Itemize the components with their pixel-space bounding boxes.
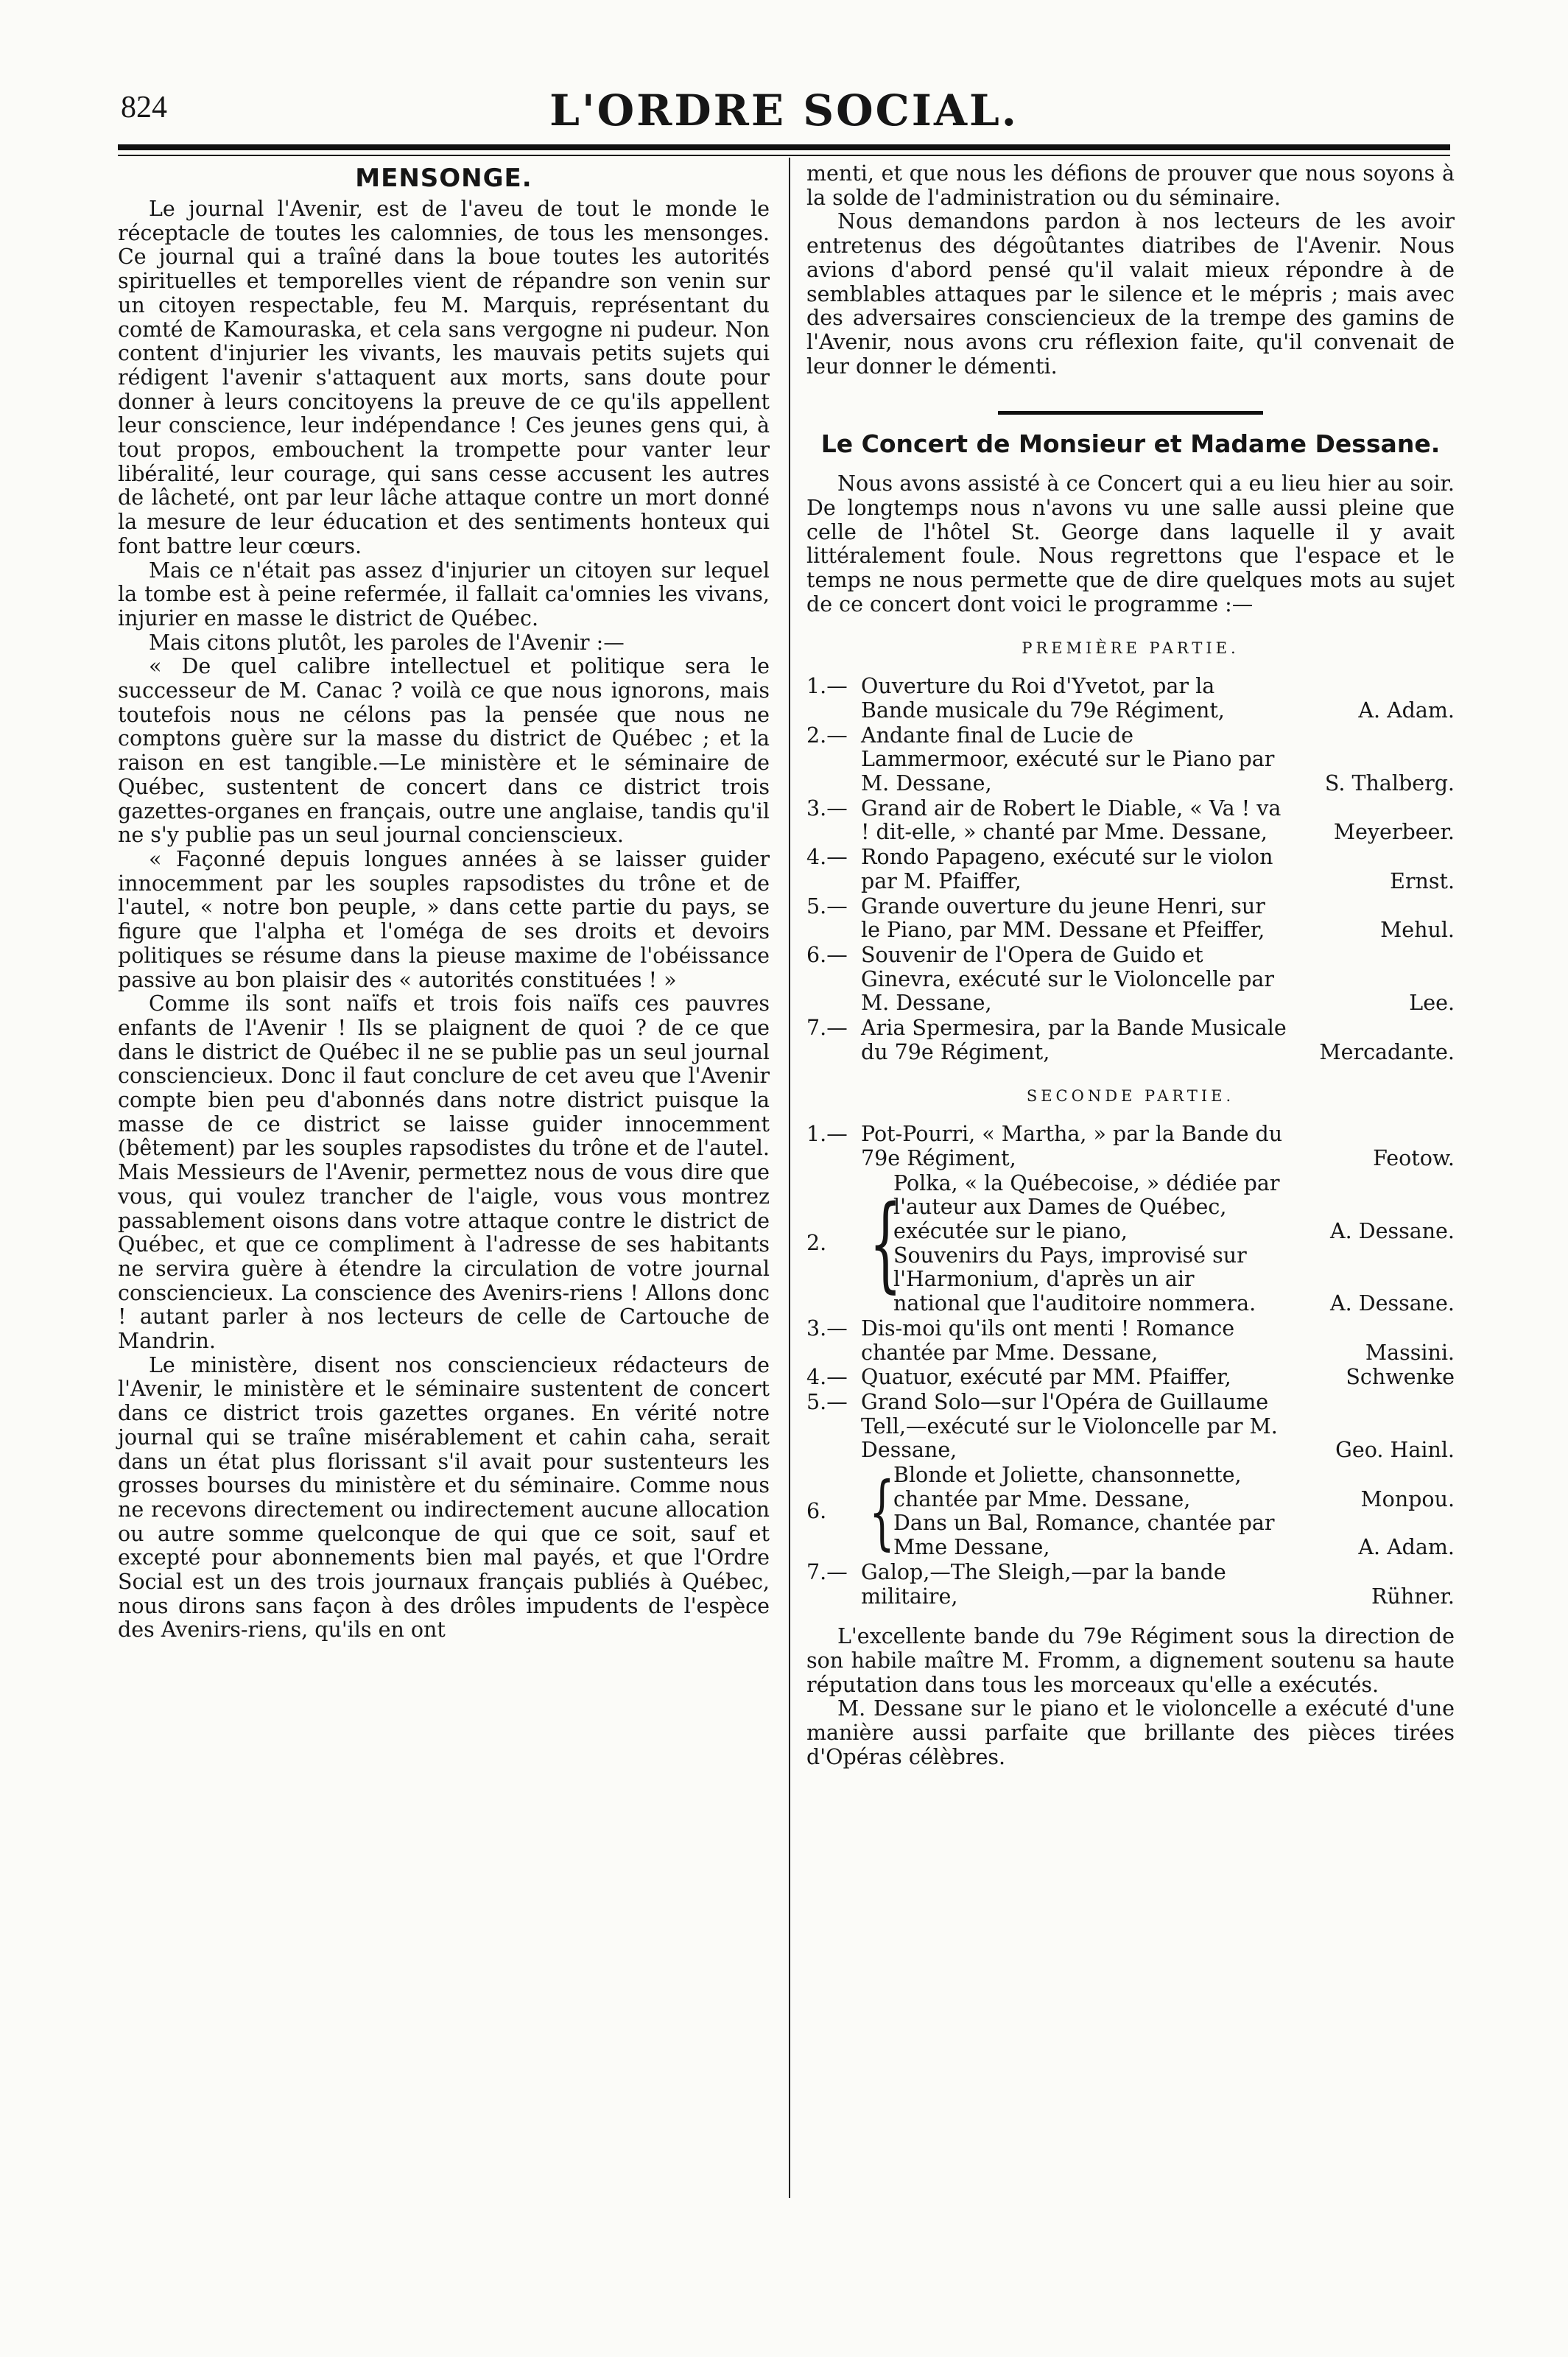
program-item-number: 6.— — [806, 942, 848, 967]
program-item-number: 1.— — [806, 674, 848, 699]
program-item — [806, 1366, 1455, 1390]
program-item-number: 2. — [806, 1231, 827, 1256]
program-item-number: 4.— — [806, 845, 848, 870]
program-item-number: 5.— — [806, 893, 848, 918]
article-title-concert: Le Concert de Monsieur et Madame Dessane. — [820, 429, 1441, 459]
program-part-one-heading: PREMIÈRE PARTIE. — [1022, 639, 1240, 657]
program-item-composer: Geo. Hainl. — [1335, 1438, 1455, 1463]
program-item-description: Blonde et Joliette, chansonnette, chantée par Mme. Dessane, — [893, 1463, 1242, 1511]
program-item-number: 7.— — [806, 1016, 848, 1041]
paragraph: Nous avons assisté à ce Concert qui a eu lieu hier au soir. De longtemps nous n'avons vu une salle aussi pleine que celle de l'hôtel St. George dans laquelle il y avait littéralement foule. Nous regrettons que l'espace et le temps ne nous permette que de dire quelques mots au sujet de ce concert dont voici le programme :— — [806, 471, 1455, 617]
program-item-description: Polka, « la Québecoise, » dédiée par l'auteur aux Dames de Québec, exécutée sur le piano, — [893, 1170, 1280, 1244]
program-item-description: Pot-Pourri, « Martha, » par la Bande du 79e Régiment, — [861, 1122, 1283, 1170]
paragraph: Nous demandons pardon à nos lecteurs de les avoir entretenus des dégoûtantes diatribes de l'Avenir. Nous avions d'abord pensé qu'il valait mieux répondre à de semblables attaques par le silence et le mépris ; mais avec des adversaires consciencieux de la trempe des gamins de l'Avenir, nous avons cru réflexion faite, qu'il convenait de leur donner le démenti. — [806, 209, 1455, 379]
article-title-mensonge: MENSONGE. — [355, 164, 532, 193]
brace-glyph: { — [869, 1183, 902, 1304]
program-item — [806, 1561, 1455, 1609]
quote-paragraph: « De quel calibre intellectuel et politique sera le successeur de M. Canac ? voilà ce que nous ignorons, mais toutefois nous ne célons pas la pensée que nous ne comptons guère sur la masse du district de Québec ; et la raison en est tangible.—Le ministère et le séminaire de Québec, sustentent de concert dans ce district trois gazettes-organes en français, outre une anglaise, tandis qu'il ne s'y publie pas un seul journal concienscieux. — [118, 654, 770, 848]
header-rule-light — [118, 155, 1450, 156]
program-item-composer: Monpou. — [1360, 1486, 1455, 1511]
program-item-composer: Mercadante. — [1319, 1039, 1455, 1064]
page-number: 824 — [121, 91, 167, 124]
column-separator — [789, 158, 790, 2198]
program-item-number: 3.— — [806, 795, 848, 821]
program-item — [806, 1317, 1455, 1365]
program-item-composer: A. Adam. — [1358, 1535, 1455, 1560]
paragraph: L'excellente bande du 79e Régiment sous la direction de son habile maître M. Fromm, a dignement soutenu sa haute réputation dans tous les morceaux qu'elle a exécutés. — [806, 1624, 1455, 1697]
program-subitems — [893, 1172, 1455, 1316]
program-item-number: 7.— — [806, 1559, 848, 1584]
program-item-description: Grand air de Robert le Diable, « Va ! va ! dit-elle, » chanté par Mme. Dessane, — [861, 795, 1282, 845]
program-item — [806, 846, 1455, 893]
program-item-composer: Massini. — [1365, 1340, 1455, 1365]
program-item-description: Souvenir de l'Opera de Guido et Ginevra, exécuté sur le Violoncelle par M. Dessane, — [861, 942, 1274, 1016]
program-item-description: Rondo Papageno, exécuté sur le violon par M. Pfaiffer, — [861, 845, 1273, 893]
program-item-description: Souvenirs du Pays, improvisé sur l'Harmonium, d'après un air national que l'auditoire nommera. — [893, 1243, 1256, 1316]
program-item-composer: Schwenke — [1346, 1365, 1455, 1390]
program-item-composer: A. Dessane. — [1330, 1219, 1455, 1244]
program-item-number: 1.— — [806, 1122, 848, 1147]
paragraph: M. Dessane sur le piano et le violoncelle a exécuté d'une manière aussi parfaite que brillante des pièces tirées d'Opéras célèbres. — [806, 1696, 1455, 1769]
program-item — [806, 1123, 1455, 1170]
program-subitem — [893, 1464, 1455, 1511]
paragraph: Comme ils sont naïfs et trois fois naïfs ces pauvres enfants de l'Avenir ! Ils se plaignent de quoi ? de ce que dans le district de Québec il ne se publie pas un seul journal consciencieux. Donc il faut conclure de cet aveu que l'Avenir compte bien peu d'abonnés dans notre district puisque la masse de ce district se laisse guider innocemment (bêtement) par les souples rapsodistes du trône et de l'autel. Mais Messieurs de l'Avenir, permettez nous de vous dire que vous, qui voulez trancher de l'aigle, vous vous montrez passablement oisons dans votre attaque contre le district de Québec, et que ce compliment à l'adresse de ses habitants ne servira guère à étendre la circulation de votre journal consciencieux. La conscience des Avenirs-riens ! Allons donc ! autant parler à nos lecteurs de celle de Cartouche de Mandrin. — [118, 991, 770, 1354]
program-item — [806, 797, 1455, 845]
program-item-composer: S. Thalberg. — [1324, 771, 1455, 796]
program-item-description: Galop,—The Sleigh,—par la bande militaire, — [861, 1559, 1226, 1609]
brace-glyph: { — [869, 1464, 895, 1559]
program-subitem — [893, 1244, 1455, 1316]
program-part-one — [806, 675, 1455, 1064]
program-subitems — [893, 1464, 1455, 1560]
program-item-group — [806, 1464, 1455, 1560]
paragraph: Mais citons plutôt, les paroles de l'Avenir :— — [149, 630, 625, 655]
program-item-number: 5.— — [806, 1389, 848, 1414]
program-item-group — [806, 1172, 1455, 1316]
header-rule-heavy — [118, 144, 1450, 150]
program-item-composer: Lee. — [1409, 991, 1455, 1016]
program-item-composer: Mehul. — [1380, 918, 1455, 943]
program-item-description: Quatuor, exécuté par MM. Pfaiffer, — [861, 1365, 1231, 1390]
program-item-number: 6. — [806, 1499, 827, 1524]
program-item-description: Dans un Bal, Romance, chantée par Mme Dessane, — [893, 1511, 1275, 1560]
program-item-number: 3.— — [806, 1316, 848, 1341]
journal-title: L'ORDRE SOCIAL. — [549, 85, 1019, 136]
program-item-description: Andante final de Lucie de Lammermoor, exécuté sur le Piano par M. Dessane, — [861, 723, 1275, 796]
paragraph: Le journal l'Avenir, est de l'aveu de tout le monde le réceptacle de toutes les calomnies, de tous les mensonges. Ce journal qui a traîné dans la boue toutes les autorités spirituelles et temporelles vient de répandre son venin sur un citoyen respectable, feu M. Marquis, représentant du comté de Kamouraska, et cela sans vergogne ni pudeur. Non content d'injurier les vivants, les mauvais petits sujets qui rédigent l'avenir s'attaquent aux morts, sans doute pour donner à leurs concitoyens la preuve de ce qu'ils appellent leur conscience, leur indépendance ! Ces jeunes gens qui, à tout propos, embouchent la trompette pour vanter leur libéralité, leur courage, qui sans cesse accusent les autres de lâcheté, ont par leur lâche attaque contre un mort donné la mesure de leur éducation et des sentiments honteux qui font battre leur cœurs. — [118, 197, 770, 558]
program-item — [806, 895, 1455, 943]
right-column — [806, 162, 1455, 1769]
quote-paragraph: « Façonné depuis longues années à se laisser guider innocemment par les souples rapsodistes du trône et de l'autel, « notre bon peuple, » dans cette partie du pays, se figure que l'alpha et l'oméga de ses droits et devoirs politiques se résume dans la pieuse maxime de l'obéissance passive au bon plaisir des « autorités constituées ! » — [118, 846, 770, 992]
program-item-composer: Feotow. — [1373, 1145, 1455, 1170]
program-item — [806, 675, 1455, 723]
program-item — [806, 724, 1455, 796]
program-part-two-heading: SECONDE PARTIE. — [1026, 1086, 1235, 1105]
program-item-composer: Ernst. — [1390, 868, 1455, 893]
program-item-description: Grande ouverture du jeune Henri, sur le Piano, par MM. Dessane et Pfeiffer, — [861, 893, 1265, 943]
article-separator — [998, 411, 1263, 415]
program-item-description: Grand Solo—sur l'Opéra de Guillaume Tell,—exécuté sur le Violoncelle par M. Dessane, — [861, 1389, 1278, 1463]
program-subitem — [893, 1511, 1455, 1559]
paragraph-continued: menti, et que nous les défions de prouver que nous soyons à la solde de l'administration ou du séminaire. — [806, 161, 1455, 210]
paragraph: Mais ce n'était pas assez d'injurier un citoyen sur lequel la tombe est à peine refermée, il fallait ca'omnies les vivans, injurier en masse le district de Québec. — [118, 558, 770, 630]
program-item-composer: A. Dessane. — [1330, 1291, 1455, 1316]
left-column — [118, 162, 770, 1643]
paragraph: Le ministère, disent nos consciencieux rédacteurs de l'Avenir, le ministère et le séminaire sustentent de concert dans ce district trois gazettes organes. En vérité notre journal qui se traîne misérablement et cahin caha, serait dans un état plus florissant s'il avait pour sustenteurs les grosses bourses du ministère et du séminaire. Comme nous ne recevons directement ou indirectement aucune allocation ou autre somme quelconque de qui que ce soit, sauf et excepté pour abonnements bien mal payés, et que l'Ordre Social est un des trois journaux français publiés à Québec, nous dirons sans façon à des drôles impudents de l'espèce des Avenirs-riens, qu'ils en ont — [118, 1352, 770, 1643]
program-item-description: Aria Spermesira, par la Bande Musicale du 79e Régiment, — [861, 1016, 1287, 1064]
program-item-composer: Meyerbeer. — [1333, 820, 1455, 845]
program-item — [806, 1016, 1455, 1064]
program-item — [806, 1391, 1455, 1463]
program-item — [806, 944, 1455, 1016]
program-item-number: 4.— — [806, 1365, 848, 1390]
program-item-composer: A. Adam. — [1358, 698, 1455, 723]
program-item-description: Dis-moi qu'ils ont menti ! Romance chantée par Mme. Dessane, — [861, 1316, 1235, 1365]
program-subitem — [893, 1172, 1455, 1244]
program-item-composer: Rühner. — [1371, 1584, 1455, 1609]
page-header — [110, 85, 1458, 144]
program-part-two — [806, 1123, 1455, 1609]
program-item-description: Ouverture du Roi d'Yvetot, par la Bande musicale du 79e Régiment, — [861, 674, 1225, 723]
program-item-number: 2.— — [806, 723, 848, 748]
